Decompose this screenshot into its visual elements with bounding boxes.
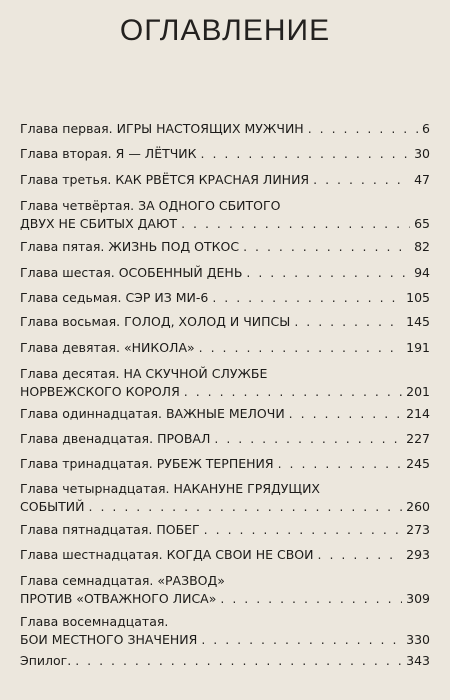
chapter-title: КОГДА СВОИ НЕ СВОИ <box>166 547 314 562</box>
chapter-title: СЭР ИЗ МИ-6 <box>125 290 209 305</box>
toc-entry-line <box>20 521 430 539</box>
chapter-title: ПОБЕГ <box>156 522 200 537</box>
dot-leader <box>199 339 402 357</box>
chapter-title: ЗА ОДНОГО СБИТОГО <box>138 198 281 213</box>
dot-leader <box>89 498 403 516</box>
chapter-title: НА СКУЧНОЙ СЛУЖБЕ <box>123 366 268 381</box>
toc-entry[interactable] <box>20 313 430 331</box>
toc-entry[interactable] <box>20 120 430 138</box>
toc-entry[interactable] <box>20 264 430 282</box>
dot-leader <box>184 383 402 401</box>
chapter-title: КАК РВЁТСЯ КРАСНАЯ ЛИНИЯ <box>115 172 310 187</box>
toc-entry[interactable] <box>20 546 430 564</box>
dot-leader <box>220 590 402 608</box>
chapter-label: Глава вторая. <box>20 146 112 161</box>
page-number: 47 <box>414 172 430 187</box>
toc-entry[interactable] <box>20 480 430 516</box>
chapter-title: НАКАНУНЕ ГРЯДУЩИХ <box>173 481 320 496</box>
toc-entry-line <box>20 171 430 189</box>
chapter-label: Глава третья. <box>20 172 112 187</box>
dot-leader <box>181 215 410 233</box>
page-number: 214 <box>406 406 430 421</box>
chapter-title: ПРОВАЛ <box>157 431 211 446</box>
toc-entry[interactable] <box>20 145 430 163</box>
toc-entry-line <box>20 339 430 357</box>
chapter-label: Глава пятнадцатая. <box>20 522 153 537</box>
toc-entry-line <box>20 383 430 401</box>
dot-leader <box>308 120 418 138</box>
dot-leader <box>204 521 402 539</box>
dot-leader <box>313 171 410 189</box>
page-number: 30 <box>414 146 430 161</box>
chapter-title: РУБЕЖ ТЕРПЕНИЯ <box>156 456 274 471</box>
chapter-label: Глава двенадцатая. <box>20 431 154 446</box>
page-number: 227 <box>406 431 430 446</box>
page-number: 201 <box>406 384 430 399</box>
dot-leader <box>294 313 402 331</box>
page-number: 245 <box>406 456 430 471</box>
page-number: 6 <box>422 121 430 136</box>
dot-leader <box>75 652 402 670</box>
toc-entry[interactable] <box>20 652 430 670</box>
toc-entry-line <box>20 313 430 331</box>
dot-leader <box>243 238 410 256</box>
toc-entry[interactable] <box>20 521 430 539</box>
chapter-title: ГОЛОД, ХОЛОД И ЧИПСЫ <box>124 314 291 329</box>
page-number: 260 <box>406 499 430 514</box>
toc-entry[interactable] <box>20 339 430 357</box>
page-number: 273 <box>406 522 430 537</box>
toc-entry-line <box>20 264 430 282</box>
toc-entry-line <box>20 498 430 516</box>
toc-entry[interactable] <box>20 197 430 233</box>
toc-entry-line <box>20 652 430 670</box>
chapter-label: Эпилог. <box>20 653 72 668</box>
chapter-title: «РАЗВОД» <box>157 573 225 588</box>
chapter-title-continued: СОБЫТИЙ <box>20 499 85 514</box>
dot-leader <box>201 145 411 163</box>
page-number: 82 <box>414 239 430 254</box>
dot-leader <box>289 405 402 423</box>
toc-entry-line <box>20 120 430 138</box>
dot-leader <box>214 430 402 448</box>
dot-leader <box>212 289 402 307</box>
toc-entry[interactable] <box>20 405 430 423</box>
dot-leader <box>318 546 403 564</box>
toc-entry[interactable] <box>20 613 430 649</box>
toc-entry-line <box>20 430 430 448</box>
chapter-label: Глава четвёртая. <box>20 198 135 213</box>
chapter-label: Глава девятая. <box>20 340 120 355</box>
chapter-label: Глава первая. <box>20 121 113 136</box>
toc-entry-line <box>20 480 430 498</box>
chapter-title: Я — ЛЁТЧИК <box>115 146 197 161</box>
toc-entry-line <box>20 455 430 473</box>
toc-entry-line <box>20 145 430 163</box>
dot-leader <box>201 631 402 649</box>
toc-entry-line <box>20 631 430 649</box>
page-number: 330 <box>406 632 430 647</box>
chapter-label: Глава шестая. <box>20 265 115 280</box>
toc-entry[interactable] <box>20 238 430 256</box>
chapter-label: Глава тринадцатая. <box>20 456 153 471</box>
chapter-label: Глава восьмая. <box>20 314 121 329</box>
toc-entry-line <box>20 197 430 215</box>
page-number: 105 <box>406 290 430 305</box>
toc-entry[interactable] <box>20 572 430 608</box>
chapter-title: ВАЖНЫЕ МЕЛОЧИ <box>165 406 285 421</box>
toc-entry[interactable] <box>20 289 430 307</box>
page-number: 309 <box>406 591 430 606</box>
toc-entry[interactable] <box>20 365 430 401</box>
page-number: 94 <box>414 265 430 280</box>
toc-entry-line <box>20 215 430 233</box>
chapter-label: Глава одиннадцатая. <box>20 406 162 421</box>
toc-entry-line <box>20 590 430 608</box>
chapter-label: Глава десятая. <box>20 366 120 381</box>
toc-entry[interactable] <box>20 171 430 189</box>
chapter-title-continued: ДВУХ НЕ СБИТЫХ ДАЮТ <box>20 216 178 231</box>
chapter-title-continued: ПРОТИВ «ОТВАЖНОГО ЛИСА» <box>20 591 217 606</box>
page-title: ОГЛАВЛЕНИЕ <box>119 14 331 47</box>
toc-entry-line <box>20 289 430 307</box>
page-number: 145 <box>406 314 430 329</box>
toc-entry[interactable] <box>20 455 430 473</box>
toc-entry[interactable] <box>20 430 430 448</box>
chapter-title-continued: НОРВЕЖСКОГО КОРОЛЯ <box>20 384 180 399</box>
chapter-title: «НИКОЛА» <box>123 340 195 355</box>
chapter-title: ИГРЫ НАСТОЯЩИХ МУЖЧИН <box>116 121 304 136</box>
chapter-label: Глава семнадцатая. <box>20 573 154 588</box>
page-number: 65 <box>414 216 430 231</box>
page-number: 343 <box>406 653 430 668</box>
page-number: 191 <box>406 340 430 355</box>
dot-leader <box>246 264 410 282</box>
toc-entry-line <box>20 238 430 256</box>
dot-leader <box>278 455 403 473</box>
chapter-label: Глава шестнадцатая. <box>20 547 163 562</box>
toc-entry-line <box>20 405 430 423</box>
chapter-title: ОСОБЕННЫЙ ДЕНЬ <box>118 265 243 280</box>
chapter-title-continued: БОИ МЕСТНОГО ЗНАЧЕНИЯ <box>20 632 198 647</box>
chapter-label: Глава четырнадцатая. <box>20 481 170 496</box>
chapter-label: Глава пятая. <box>20 239 105 254</box>
chapter-title: ЖИЗНЬ ПОД ОТКОС <box>108 239 240 254</box>
chapter-label: Глава седьмая. <box>20 290 122 305</box>
chapter-label: Глава восемнадцатая. <box>20 614 169 629</box>
page-number: 293 <box>406 547 430 562</box>
toc-entry-line <box>20 572 430 590</box>
toc-entry-line <box>20 365 430 383</box>
toc-entry-line <box>20 613 430 631</box>
toc-entry-line <box>20 546 430 564</box>
